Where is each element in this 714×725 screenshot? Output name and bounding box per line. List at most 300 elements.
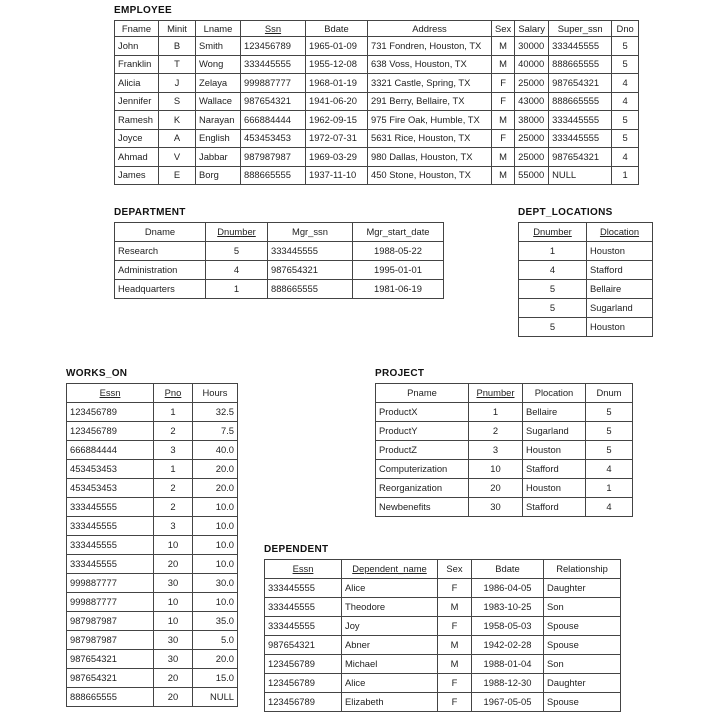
table-cell: Jabbar xyxy=(196,148,241,167)
works-on-row xyxy=(67,688,238,707)
table-cell: 55000 xyxy=(515,166,549,185)
table-cell: 2 xyxy=(154,479,193,498)
employee-row xyxy=(115,92,639,111)
table-cell: 999887777 xyxy=(67,574,154,593)
works-on-header-row xyxy=(67,384,238,403)
table-cell: F xyxy=(492,92,515,111)
dependent-col-sex: Sex xyxy=(438,560,472,579)
table-cell: 32.5 xyxy=(193,403,238,422)
works-on-row xyxy=(67,422,238,441)
project-header-row xyxy=(376,384,633,403)
table-cell: 1937-11-10 xyxy=(306,166,368,185)
table-cell: Houston xyxy=(523,479,586,498)
project-col-dnum: Dnum xyxy=(586,384,633,403)
table-cell: 987654321 xyxy=(549,148,612,167)
table-cell: Son xyxy=(544,655,621,674)
table-cell: Newbenefits xyxy=(376,498,469,517)
table-cell: Alice xyxy=(342,579,438,598)
table-cell: Joyce xyxy=(115,129,159,148)
table-cell: 453453453 xyxy=(241,129,306,148)
table-cell: F xyxy=(492,74,515,93)
dept-locations-row xyxy=(519,318,653,337)
table-cell: Reorganization xyxy=(376,479,469,498)
table-cell: 30 xyxy=(154,574,193,593)
employee-col-ssn: Ssn xyxy=(241,21,306,37)
dependent-row xyxy=(265,674,621,693)
table-cell: 20.0 xyxy=(193,650,238,669)
table-cell: 25000 xyxy=(515,148,549,167)
employee-row xyxy=(115,166,639,185)
employee-row xyxy=(115,148,639,167)
table-cell: 10 xyxy=(154,593,193,612)
dependent-section xyxy=(264,544,621,712)
table-cell: 333445555 xyxy=(265,617,342,636)
table-cell: 40.0 xyxy=(193,441,238,460)
employee-row xyxy=(115,74,639,93)
table-cell: 666884444 xyxy=(67,441,154,460)
department-header-row xyxy=(115,223,444,242)
table-cell: 25000 xyxy=(515,129,549,148)
project-table xyxy=(375,383,633,517)
table-cell: 987654321 xyxy=(265,636,342,655)
table-cell: Alice xyxy=(342,674,438,693)
table-cell: Franklin xyxy=(115,55,159,74)
project-row xyxy=(376,460,633,479)
works-on-row xyxy=(67,631,238,650)
table-cell: 1942-02-28 xyxy=(472,636,544,655)
table-cell: M xyxy=(492,166,515,185)
table-cell: 1986-04-05 xyxy=(472,579,544,598)
table-cell: 4 xyxy=(612,92,639,111)
table-cell: 10 xyxy=(154,612,193,631)
table-cell: 20 xyxy=(469,479,523,498)
table-cell: 638 Voss, Houston, TX xyxy=(368,55,492,74)
table-cell: 123456789 xyxy=(265,655,342,674)
table-cell: 1969-03-29 xyxy=(306,148,368,167)
table-cell: 20 xyxy=(154,555,193,574)
table-cell: Houston xyxy=(587,318,653,337)
table-cell: NULL xyxy=(193,688,238,707)
table-cell: Daughter xyxy=(544,579,621,598)
table-cell: Spouse xyxy=(544,636,621,655)
table-cell: 1962-09-15 xyxy=(306,111,368,130)
table-cell: ProductX xyxy=(376,403,469,422)
table-cell: 987654321 xyxy=(67,650,154,669)
table-cell: Alicia xyxy=(115,74,159,93)
table-cell: 20.0 xyxy=(193,479,238,498)
table-cell: 10.0 xyxy=(193,555,238,574)
works-on-row xyxy=(67,536,238,555)
department-row xyxy=(115,242,444,261)
works-on-title: WORKS_ON xyxy=(66,368,128,379)
works-on-col-hours: Hours xyxy=(193,384,238,403)
table-cell: 5 xyxy=(586,403,633,422)
table-cell: 333445555 xyxy=(67,555,154,574)
table-cell: Narayan xyxy=(196,111,241,130)
works-on-row xyxy=(67,650,238,669)
table-cell: 333445555 xyxy=(549,111,612,130)
employee-col-fname: Fname xyxy=(115,21,159,37)
table-cell: Administration xyxy=(115,261,206,280)
table-cell: 4 xyxy=(612,74,639,93)
works-on-row xyxy=(67,441,238,460)
dependent-row xyxy=(265,693,621,712)
table-cell: 5 xyxy=(586,441,633,460)
works-on-row xyxy=(67,460,238,479)
table-cell: M xyxy=(492,37,515,56)
table-cell: 5 xyxy=(612,129,639,148)
table-cell: 5631 Rice, Houston, TX xyxy=(368,129,492,148)
table-cell: 30 xyxy=(154,631,193,650)
table-cell: Spouse xyxy=(544,693,621,712)
project-col-pname: Pname xyxy=(376,384,469,403)
works-on-col-pno: Pno xyxy=(154,384,193,403)
project-section xyxy=(375,368,633,517)
table-cell: 38000 xyxy=(515,111,549,130)
table-cell: Zelaya xyxy=(196,74,241,93)
table-cell: 20.0 xyxy=(193,460,238,479)
table-cell: 333445555 xyxy=(67,498,154,517)
table-cell: 1967-05-05 xyxy=(472,693,544,712)
works-on-row xyxy=(67,403,238,422)
table-cell: 10 xyxy=(154,536,193,555)
table-cell: Theodore xyxy=(342,598,438,617)
works-on-row xyxy=(67,498,238,517)
table-cell: 999887777 xyxy=(67,593,154,612)
table-cell: Michael xyxy=(342,655,438,674)
table-cell: 987987987 xyxy=(241,148,306,167)
table-cell: Son xyxy=(544,598,621,617)
table-cell: 987654321 xyxy=(241,92,306,111)
table-cell: 1 xyxy=(586,479,633,498)
table-cell: Ramesh xyxy=(115,111,159,130)
table-cell: Bellaire xyxy=(587,280,653,299)
table-cell: 453453453 xyxy=(67,479,154,498)
table-cell: Stafford xyxy=(523,460,586,479)
table-cell: Bellaire xyxy=(523,403,586,422)
table-cell: Headquarters xyxy=(115,280,206,299)
table-cell: 333445555 xyxy=(549,129,612,148)
table-cell: 731 Fondren, Houston, TX xyxy=(368,37,492,56)
table-cell: 1941-06-20 xyxy=(306,92,368,111)
project-title: PROJECT xyxy=(375,368,425,379)
table-cell: 4 xyxy=(519,261,587,280)
table-cell: 3 xyxy=(154,517,193,536)
dependent-row xyxy=(265,636,621,655)
table-cell: 999887777 xyxy=(241,74,306,93)
employee-table xyxy=(114,20,639,185)
table-cell: 4 xyxy=(612,148,639,167)
table-cell: 5 xyxy=(519,280,587,299)
table-cell: 333445555 xyxy=(268,242,353,261)
table-cell: 333445555 xyxy=(265,598,342,617)
table-cell: A xyxy=(159,129,196,148)
table-cell: M xyxy=(492,55,515,74)
table-cell: NULL xyxy=(549,166,612,185)
table-cell: Ahmad xyxy=(115,148,159,167)
table-cell: 5 xyxy=(519,318,587,337)
table-cell: 2 xyxy=(469,422,523,441)
table-cell: 5 xyxy=(612,111,639,130)
table-cell: 4 xyxy=(206,261,268,280)
table-cell: 30 xyxy=(469,498,523,517)
table-cell: Houston xyxy=(523,441,586,460)
employee-col-lname: Lname xyxy=(196,21,241,37)
table-cell: F xyxy=(438,674,472,693)
dependent-col-essn: Essn xyxy=(265,560,342,579)
table-cell: 2 xyxy=(154,498,193,517)
table-cell: 1 xyxy=(154,403,193,422)
table-cell: Wong xyxy=(196,55,241,74)
table-cell: Stafford xyxy=(523,498,586,517)
project-col-pnumber: Pnumber xyxy=(469,384,523,403)
table-cell: 1955-12-08 xyxy=(306,55,368,74)
department-section xyxy=(114,207,444,299)
table-cell: 975 Fire Oak, Humble, TX xyxy=(368,111,492,130)
table-cell: 1988-05-22 xyxy=(353,242,444,261)
table-cell: Jennifer xyxy=(115,92,159,111)
dependent-col-dependent-name: Dependent_name xyxy=(342,560,438,579)
table-cell: 123456789 xyxy=(265,674,342,693)
table-cell: 888665555 xyxy=(268,280,353,299)
works-on-row xyxy=(67,612,238,631)
table-cell: 333445555 xyxy=(241,55,306,74)
table-cell: Wallace xyxy=(196,92,241,111)
table-cell: 1 xyxy=(519,242,587,261)
table-cell: F xyxy=(438,579,472,598)
table-cell: Spouse xyxy=(544,617,621,636)
employee-row xyxy=(115,129,639,148)
table-cell: 1981-06-19 xyxy=(353,280,444,299)
table-cell: E xyxy=(159,166,196,185)
table-cell: Joy xyxy=(342,617,438,636)
employee-col-address: Address xyxy=(368,21,492,37)
dependent-row xyxy=(265,655,621,674)
table-cell: Research xyxy=(115,242,206,261)
table-cell: 30000 xyxy=(515,37,549,56)
table-cell: 3 xyxy=(469,441,523,460)
table-cell: 10.0 xyxy=(193,593,238,612)
table-cell: John xyxy=(115,37,159,56)
table-cell: 987654321 xyxy=(268,261,353,280)
employee-col-super-ssn: Super_ssn xyxy=(549,21,612,37)
table-cell: Smith xyxy=(196,37,241,56)
table-cell: 30 xyxy=(154,650,193,669)
table-cell: Abner xyxy=(342,636,438,655)
works-on-row xyxy=(67,669,238,688)
dependent-col-relationship: Relationship xyxy=(544,560,621,579)
table-cell: 5 xyxy=(612,55,639,74)
table-cell: 40000 xyxy=(515,55,549,74)
works-on-table xyxy=(66,383,238,707)
table-cell: 5.0 xyxy=(193,631,238,650)
table-cell: 35.0 xyxy=(193,612,238,631)
table-cell: B xyxy=(159,37,196,56)
table-cell: 5 xyxy=(519,299,587,318)
table-cell: V xyxy=(159,148,196,167)
dept-locations-title: DEPT_LOCATIONS xyxy=(518,207,613,218)
project-row xyxy=(376,479,633,498)
department-title: DEPARTMENT xyxy=(114,207,186,218)
table-cell: 1995-01-01 xyxy=(353,261,444,280)
table-cell: 20 xyxy=(154,669,193,688)
works-on-row xyxy=(67,555,238,574)
dependent-title: DEPENDENT xyxy=(264,544,329,555)
dept-locations-section xyxy=(518,207,653,337)
table-cell: Computerization xyxy=(376,460,469,479)
project-col-plocation: Plocation xyxy=(523,384,586,403)
table-cell: 987654321 xyxy=(549,74,612,93)
table-cell: J xyxy=(159,74,196,93)
employee-col-salary: Salary xyxy=(515,21,549,37)
table-cell: ProductZ xyxy=(376,441,469,460)
table-cell: 291 Berry, Bellaire, TX xyxy=(368,92,492,111)
table-cell: 20 xyxy=(154,688,193,707)
table-cell: M xyxy=(492,148,515,167)
table-cell: English xyxy=(196,129,241,148)
table-cell: 123456789 xyxy=(67,403,154,422)
table-cell: 10.0 xyxy=(193,536,238,555)
dept-locations-row xyxy=(519,242,653,261)
table-cell: 333445555 xyxy=(67,517,154,536)
employee-title: EMPLOYEE xyxy=(114,5,172,16)
works-on-col-essn: Essn xyxy=(67,384,154,403)
table-cell: 888665555 xyxy=(241,166,306,185)
table-cell: 1972-07-31 xyxy=(306,129,368,148)
table-cell: 1988-12-30 xyxy=(472,674,544,693)
table-cell: 987987987 xyxy=(67,612,154,631)
department-col-mgr-start-date: Mgr_start_date xyxy=(353,223,444,242)
project-row xyxy=(376,498,633,517)
table-cell: 5 xyxy=(586,422,633,441)
employee-col-bdate: Bdate xyxy=(306,21,368,37)
table-cell: 1 xyxy=(154,460,193,479)
department-row xyxy=(115,261,444,280)
table-cell: Elizabeth xyxy=(342,693,438,712)
employee-row xyxy=(115,111,639,130)
dependent-col-bdate: Bdate xyxy=(472,560,544,579)
dept-locations-table xyxy=(518,222,653,337)
table-cell: ProductY xyxy=(376,422,469,441)
table-cell: 1 xyxy=(206,280,268,299)
table-cell: 3 xyxy=(154,441,193,460)
employee-col-dno: Dno xyxy=(612,21,639,37)
dept-locations-col-dlocation: Dlocation xyxy=(587,223,653,242)
department-col-mgr-ssn: Mgr_ssn xyxy=(268,223,353,242)
table-cell: F xyxy=(492,129,515,148)
table-cell: 666884444 xyxy=(241,111,306,130)
table-cell: M xyxy=(438,598,472,617)
table-cell: F xyxy=(438,617,472,636)
table-cell: 7.5 xyxy=(193,422,238,441)
table-cell: 3321 Castle, Spring, TX xyxy=(368,74,492,93)
table-cell: Borg xyxy=(196,166,241,185)
dept-locations-row xyxy=(519,261,653,280)
table-cell: Sugarland xyxy=(587,299,653,318)
table-cell: 25000 xyxy=(515,74,549,93)
table-cell: 1965-01-09 xyxy=(306,37,368,56)
employee-col-sex: Sex xyxy=(492,21,515,37)
table-cell: 123456789 xyxy=(67,422,154,441)
table-cell: 10.0 xyxy=(193,498,238,517)
department-col-dname: Dname xyxy=(115,223,206,242)
table-cell: Daughter xyxy=(544,674,621,693)
table-cell: 333445555 xyxy=(549,37,612,56)
dependent-header-row xyxy=(265,560,621,579)
table-cell: 4 xyxy=(586,460,633,479)
works-on-row xyxy=(67,574,238,593)
dept-locations-header-row xyxy=(519,223,653,242)
table-cell: M xyxy=(438,655,472,674)
table-cell: 1 xyxy=(612,166,639,185)
employee-header-row xyxy=(115,21,639,37)
table-cell: 4 xyxy=(586,498,633,517)
dept-locations-row xyxy=(519,299,653,318)
table-cell: 1 xyxy=(469,403,523,422)
works-on-row xyxy=(67,593,238,612)
table-cell: 333445555 xyxy=(67,536,154,555)
table-cell: 1968-01-19 xyxy=(306,74,368,93)
table-cell: M xyxy=(492,111,515,130)
table-cell: M xyxy=(438,636,472,655)
table-cell: James xyxy=(115,166,159,185)
table-cell: 5 xyxy=(206,242,268,261)
dependent-table xyxy=(264,559,621,712)
table-cell: 30.0 xyxy=(193,574,238,593)
table-cell: 453453453 xyxy=(67,460,154,479)
table-cell: 43000 xyxy=(515,92,549,111)
dependent-row xyxy=(265,579,621,598)
table-cell: 5 xyxy=(612,37,639,56)
table-cell: Sugarland xyxy=(523,422,586,441)
dept-locations-col-dnumber: Dnumber xyxy=(519,223,587,242)
table-cell: 123456789 xyxy=(265,693,342,712)
table-cell: F xyxy=(438,693,472,712)
project-row xyxy=(376,403,633,422)
dependent-row xyxy=(265,617,621,636)
table-cell: 888665555 xyxy=(549,92,612,111)
employee-col-minit: Minit xyxy=(159,21,196,37)
table-cell: 1988-01-04 xyxy=(472,655,544,674)
project-row xyxy=(376,441,633,460)
table-cell: 333445555 xyxy=(265,579,342,598)
dependent-row xyxy=(265,598,621,617)
table-cell: S xyxy=(159,92,196,111)
table-cell: 15.0 xyxy=(193,669,238,688)
works-on-section xyxy=(66,368,238,707)
works-on-row xyxy=(67,479,238,498)
table-cell: 888665555 xyxy=(67,688,154,707)
department-table xyxy=(114,222,444,299)
table-cell: 980 Dallas, Houston, TX xyxy=(368,148,492,167)
employee-row xyxy=(115,55,639,74)
works-on-row xyxy=(67,517,238,536)
table-cell: 1983-10-25 xyxy=(472,598,544,617)
employee-row xyxy=(115,37,639,56)
employee-section xyxy=(114,5,639,185)
table-cell: 987654321 xyxy=(67,669,154,688)
table-cell: T xyxy=(159,55,196,74)
dept-locations-row xyxy=(519,280,653,299)
department-col-dnumber: Dnumber xyxy=(206,223,268,242)
project-row xyxy=(376,422,633,441)
table-cell: 987987987 xyxy=(67,631,154,650)
table-cell: 123456789 xyxy=(241,37,306,56)
table-cell: 450 Stone, Houston, TX xyxy=(368,166,492,185)
table-cell: 2 xyxy=(154,422,193,441)
table-cell: 10 xyxy=(469,460,523,479)
table-cell: 1958-05-03 xyxy=(472,617,544,636)
